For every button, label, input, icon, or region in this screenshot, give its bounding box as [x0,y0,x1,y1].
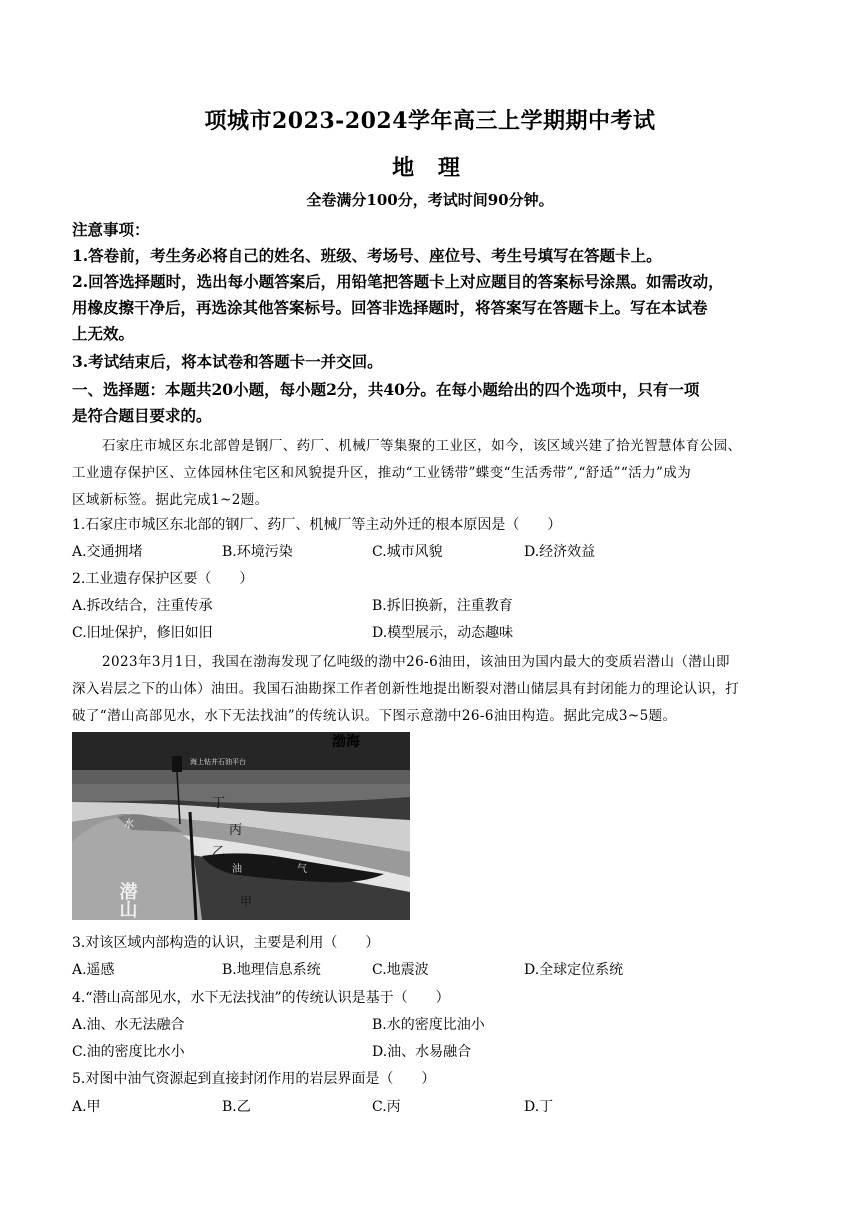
layer-label-bing: 丙 [229,823,243,838]
note-line: 2.回答选择题时，选出每小题答案后，用铅笔把答题卡上对应题目的答案标号涂黑。如需改动， [72,272,724,291]
q4-option-b: B.水的密度比油小 [372,1017,485,1033]
exam-title: 项城市2023-2024学年高三上学期期中考试 [204,108,656,134]
passage-line: 破了“潜山高部见水，水下无法找油”的传统认识。下图示意渤中26-6油田构造。据此完成3~5题。 [72,708,677,724]
q5-option-c: C.丙 [372,1099,401,1115]
sea-layer [72,770,410,784]
water-label: 水 [124,819,134,830]
q2-option-d: D.模型展示，动态趣味 [372,625,514,641]
note-line: 用橡皮擦干净后，再选涂其他答案标号。回答非选择题时，将答案写在答题卡上。写在本试卷 [72,298,708,317]
layer-label-yi: 乙 [212,845,226,860]
q2-option-b: B.拆旧换新，注重教育 [372,598,513,614]
passage-line: 工业遗存保护区、立体园林住宅区和风貌提升区，推动“工业锈带”蝶变“生活秀带”,“舒适”“活力”成为 [72,465,692,481]
q4-option-a: A.油、水无法融合 [72,1017,185,1033]
note-line: 1.答卷前，考生务必将自己的姓名、班级、考场号、座位号、考生号填写在答题卡上。 [72,246,662,265]
q1-option-b: B.环境污染 [222,544,293,560]
passage-line: 区域新标签。据此完成1~2题。 [72,492,269,508]
oil-label: 油 [232,864,242,875]
q3-option-c: C.地震波 [372,962,429,978]
passage-line: 石家庄市城区东北部曾是钢厂、药厂、机械厂等集聚的工业区，如今，该区域兴建了拾光智慧体育公园、 [102,438,742,454]
note-line: 3.考试结束后，将本试卷和答题卡一并交回。 [72,352,383,371]
notes-heading: 注意事项： [72,220,150,239]
section-heading: 一、选择题：本题共20小题，每小题2分，共40分。在每小题给出的四个选项中，只有一项 [72,380,700,399]
platform-label: 海上钻井石油平台 [190,758,246,766]
drilling-platform [172,756,182,772]
q1-option-c: C.城市风貌 [372,544,443,560]
seabed [72,784,410,803]
oilfield-structure-diagram [72,732,410,920]
mountain-label: 潜山 [116,882,138,918]
passage-line: 深入岩层之下的山体）油田。我国石油勘探工作者创新性地提出断裂对潜山储层具有封闭能力的理论认识，打 [72,681,740,697]
q3-option-a: A.遥感 [72,962,115,978]
q1-option-a: A.交通拥堵 [72,544,143,560]
gas-label: 气 [297,864,307,875]
q2-option-a: A.拆改结合，注重传承 [72,598,213,614]
passage-line: 2023年3月1日，我国在渤海发现了亿吨级的渤中26-6油田，该油田为国内最大的变质岩潜山（潜山即 [102,654,730,670]
q4-option-c: C.油的密度比水小 [72,1044,185,1060]
q1-option-d: D.经济效益 [524,544,596,560]
question-1-stem: 1.石家庄市城区东北部的钢厂、药厂、机械厂等主动外迁的根本原因是（ ） [72,517,562,533]
q5-option-b: B.乙 [222,1099,251,1115]
question-4-stem: 4.“潜山高部见水，水下无法找油”的传统认识是基于（ ） [72,990,450,1006]
q3-option-d: D.全球定位系统 [524,962,624,978]
question-5-stem: 5.对图中油气资源起到直接封闭作用的岩层界面是（ ） [72,1071,436,1087]
q3-option-b: B.地理信息系统 [222,962,321,978]
layer-label-jia: 甲 [240,895,253,909]
sea-label: 渤海 [332,734,360,750]
subject-title: 地 理 [392,155,468,181]
full-score-note: 全卷满分100分，考试时间90分钟。 [306,191,554,209]
q4-option-d: D.油、水易融合 [372,1044,472,1060]
q5-option-d: D.丁 [524,1099,554,1115]
q5-option-a: A.甲 [72,1099,101,1115]
note-line: 上无效。 [72,324,135,343]
question-3-stem: 3.对该区域内部构造的认识，主要是利用（ ） [72,935,380,951]
layer-label-ding: 丁 [212,796,226,811]
question-2-stem: 2.工业遗存保护区要（ ） [72,571,254,587]
section-heading: 是符合题目要求的。 [72,406,212,425]
q2-option-c: C.旧址保护，修旧如旧 [72,625,213,641]
